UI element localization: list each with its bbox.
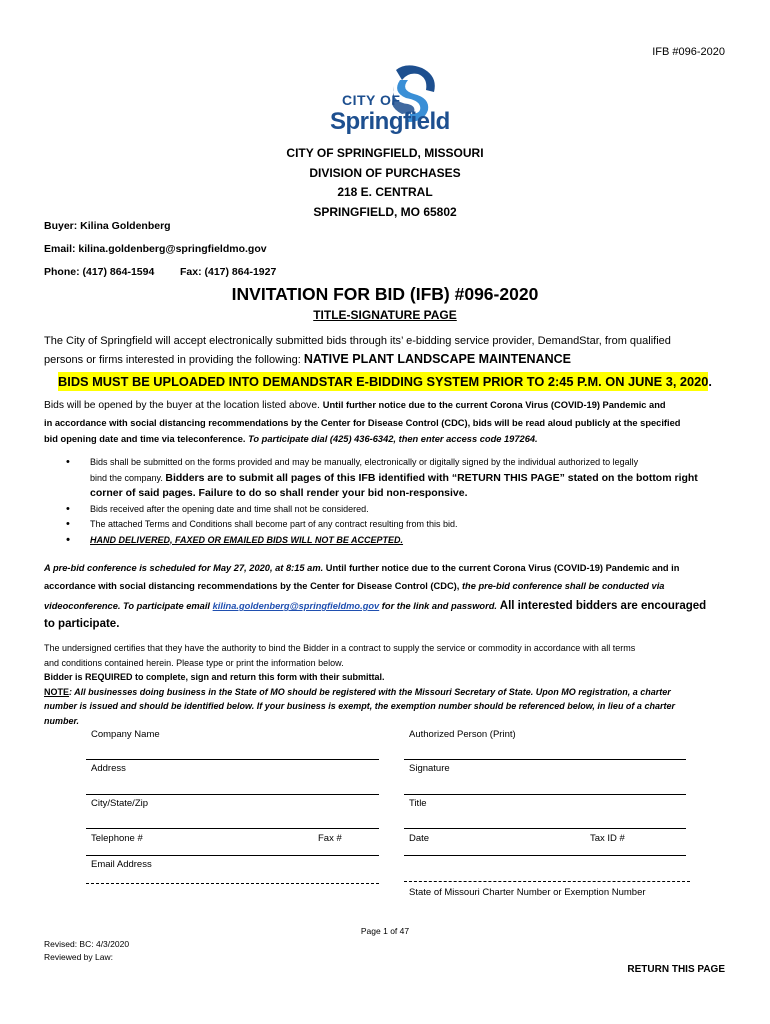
date-taxid-field[interactable] — [404, 855, 686, 856]
prebid-italic3b: for the link and password. — [379, 601, 497, 611]
ifb-number: IFB #096-2020 — [652, 46, 725, 58]
opening-text: Bids will be opened by the buyer at the location listed above. — [44, 400, 323, 411]
return-this-page: RETURN THIS PAGE — [627, 964, 725, 975]
list-item: • HAND DELIVERED, FAXED OR EMAILED BIDS WILL NOT BE ACCEPTED. — [58, 533, 734, 549]
deadline-period: . — [708, 374, 712, 389]
address-city: CITY OF SPRINGFIELD, MISSOURI — [286, 146, 484, 160]
email-address-label: Email Address — [91, 859, 152, 870]
page-number: Page 1 of 47 — [360, 926, 410, 936]
rule1-bold3: corner of said pages. Failure to do so shall render your bid non-responsive. — [90, 487, 468, 499]
page-subtitle: TITLE-SIGNATURE PAGE — [313, 308, 457, 322]
opening-dial-in: To participate dial (425) 436-6342, then enter access code 197264. — [248, 434, 538, 444]
title-field[interactable] — [404, 828, 686, 829]
prebid-participate: to participate. — [44, 618, 120, 630]
logo-city-of: CITY OF — [342, 92, 401, 108]
signature-field[interactable] — [404, 794, 686, 795]
certify-required: Bidder is REQUIRED to complete, sign and return this form with their submittal. — [44, 672, 385, 682]
prebid-paragraph — [44, 559, 734, 633]
intro-line2: persons or firms interested in providing the following: — [44, 354, 304, 366]
address-block — [0, 144, 770, 222]
buyer-phone: Phone: (417) 864-1594 — [44, 266, 155, 278]
deadline-banner — [0, 374, 770, 389]
city-state-zip-label: City/State/Zip — [91, 798, 149, 809]
note-line1: : All businesses doing business in the State of MO should be registered with the Missouri Secretary of State. Upon MO registration, a charter — [69, 686, 671, 697]
intro-line1: The City of Springfield will accept electronically submitted bids through its’ e-bidding service provider, DemandStar, from qualified — [44, 335, 671, 347]
telephone-label: Telephone # — [91, 833, 143, 844]
address-citystate: SPRINGFIELD, MO 65802 — [313, 204, 457, 219]
logo-springfield: Springfield — [330, 108, 450, 135]
address-label: Address — [91, 763, 126, 774]
signature-label: Signature — [409, 763, 450, 774]
prebid-italic3a: videoconference. To participate email — [44, 601, 213, 611]
authorized-person-label: Authorized Person (Print) — [409, 729, 516, 740]
fax-label: Fax # — [318, 833, 342, 844]
title-label: Title — [409, 798, 427, 809]
bid-rules-list — [58, 455, 734, 548]
city-logo — [330, 64, 450, 140]
note-line3: number. — [44, 715, 80, 726]
address-street: 218 E. CENTRAL — [337, 185, 433, 199]
opening-bold1: Until further notice due to the current Corona Virus (COVID-19) Pandemic and — [322, 400, 666, 410]
certify-line2: and conditions contained herein. Please type or print the information below. — [44, 657, 344, 668]
note-line2: number is issued and should be identified below. If your business is exempt, the exemption number should be referenced below, in lieu of a charter — [44, 701, 675, 711]
rule1-text2: bind the company. — [90, 472, 166, 483]
opening-bold3: bid opening date and time via teleconference. — [44, 434, 249, 444]
list-item: • The attached Terms and Conditions shall become part of any contract resulting from this bid. — [58, 517, 734, 533]
authorized-person-field[interactable] — [404, 759, 686, 760]
certify-paragraph — [44, 641, 734, 728]
revised-date: Revised: BC: 4/3/2020 — [44, 939, 130, 949]
date-label: Date — [409, 833, 430, 844]
charter-number-field[interactable] — [404, 881, 690, 882]
company-name-field[interactable] — [86, 759, 379, 760]
telephone-fax-field[interactable] — [86, 855, 379, 856]
list-item: • Bids received after the opening date and time shall not be considered. — [58, 502, 734, 518]
certify-line1: The undersigned certifies that they have the authority to bind the Bidder in a contract to supply the service or commodity in accordance with all terms — [44, 643, 636, 653]
service-name: NATIVE PLANT LANDSCAPE MAINTENANCE — [303, 352, 571, 366]
address-field[interactable] — [86, 794, 379, 795]
email-address-field[interactable] — [86, 883, 379, 884]
tax-id-label: Tax ID # — [590, 833, 625, 844]
opening-bold2: in accordance with social distancing recommendations by the Center for Disease Control (CDC), bids will be read aloud publicly at the specified — [44, 417, 681, 428]
note-label: NOTE — [44, 686, 70, 697]
prebid-encourage: All interested bidders are encouraged — [497, 600, 707, 612]
prebid-italic1: A pre-bid conference is scheduled for May 27, 2020, at 8:15 am. — [44, 563, 326, 573]
prebid-bold2: accordance with social distancing recommendations by the Center for Disease Control (CDC), — [44, 581, 462, 591]
charter-number-label: State of Missouri Charter Number or Exemption Number — [409, 887, 646, 898]
city-state-zip-field[interactable] — [86, 828, 379, 829]
reviewed-by: Reviewed by Law: — [44, 952, 113, 962]
deadline-text: BIDS MUST BE UPLOADED INTO DEMANDSTAR E-BIDDING SYSTEM PRIOR TO 2:45 P.M. ON JUNE 3, 2020 — [58, 374, 709, 389]
rule1-text1: Bids shall be submitted on the forms provided and may be manually, electronically or digitally signed by the individual authorized to legally — [90, 457, 639, 467]
rule1-bold2: Bidders are to submit all pages of this IFB identified with “RETURN THIS PAGE” stated on the bottom right — [165, 471, 698, 484]
buyer-name: Buyer: Kilina Goldenberg — [44, 220, 171, 232]
page-title: INVITATION FOR BID (IFB) #096-2020 — [231, 284, 539, 304]
address-division: DIVISION OF PURCHASES — [309, 165, 461, 180]
intro-paragraph — [44, 332, 734, 369]
opening-paragraph — [44, 397, 734, 448]
prebid-italic2: the pre-bid conference shall be conducted via — [461, 581, 665, 591]
prebid-bold1: Until further notice due to the current Corona Virus (COVID-19) Pandemic and in — [325, 563, 680, 573]
buyer-fax: Fax: (417) 864-1927 — [180, 266, 277, 278]
list-item — [58, 455, 734, 502]
company-name-label: Company Name — [91, 729, 160, 740]
prebid-email-link[interactable]: kilina.goldenberg@springfieldmo.gov — [212, 601, 380, 611]
buyer-email: Email: kilina.goldenberg@springfieldmo.gov — [44, 243, 267, 255]
